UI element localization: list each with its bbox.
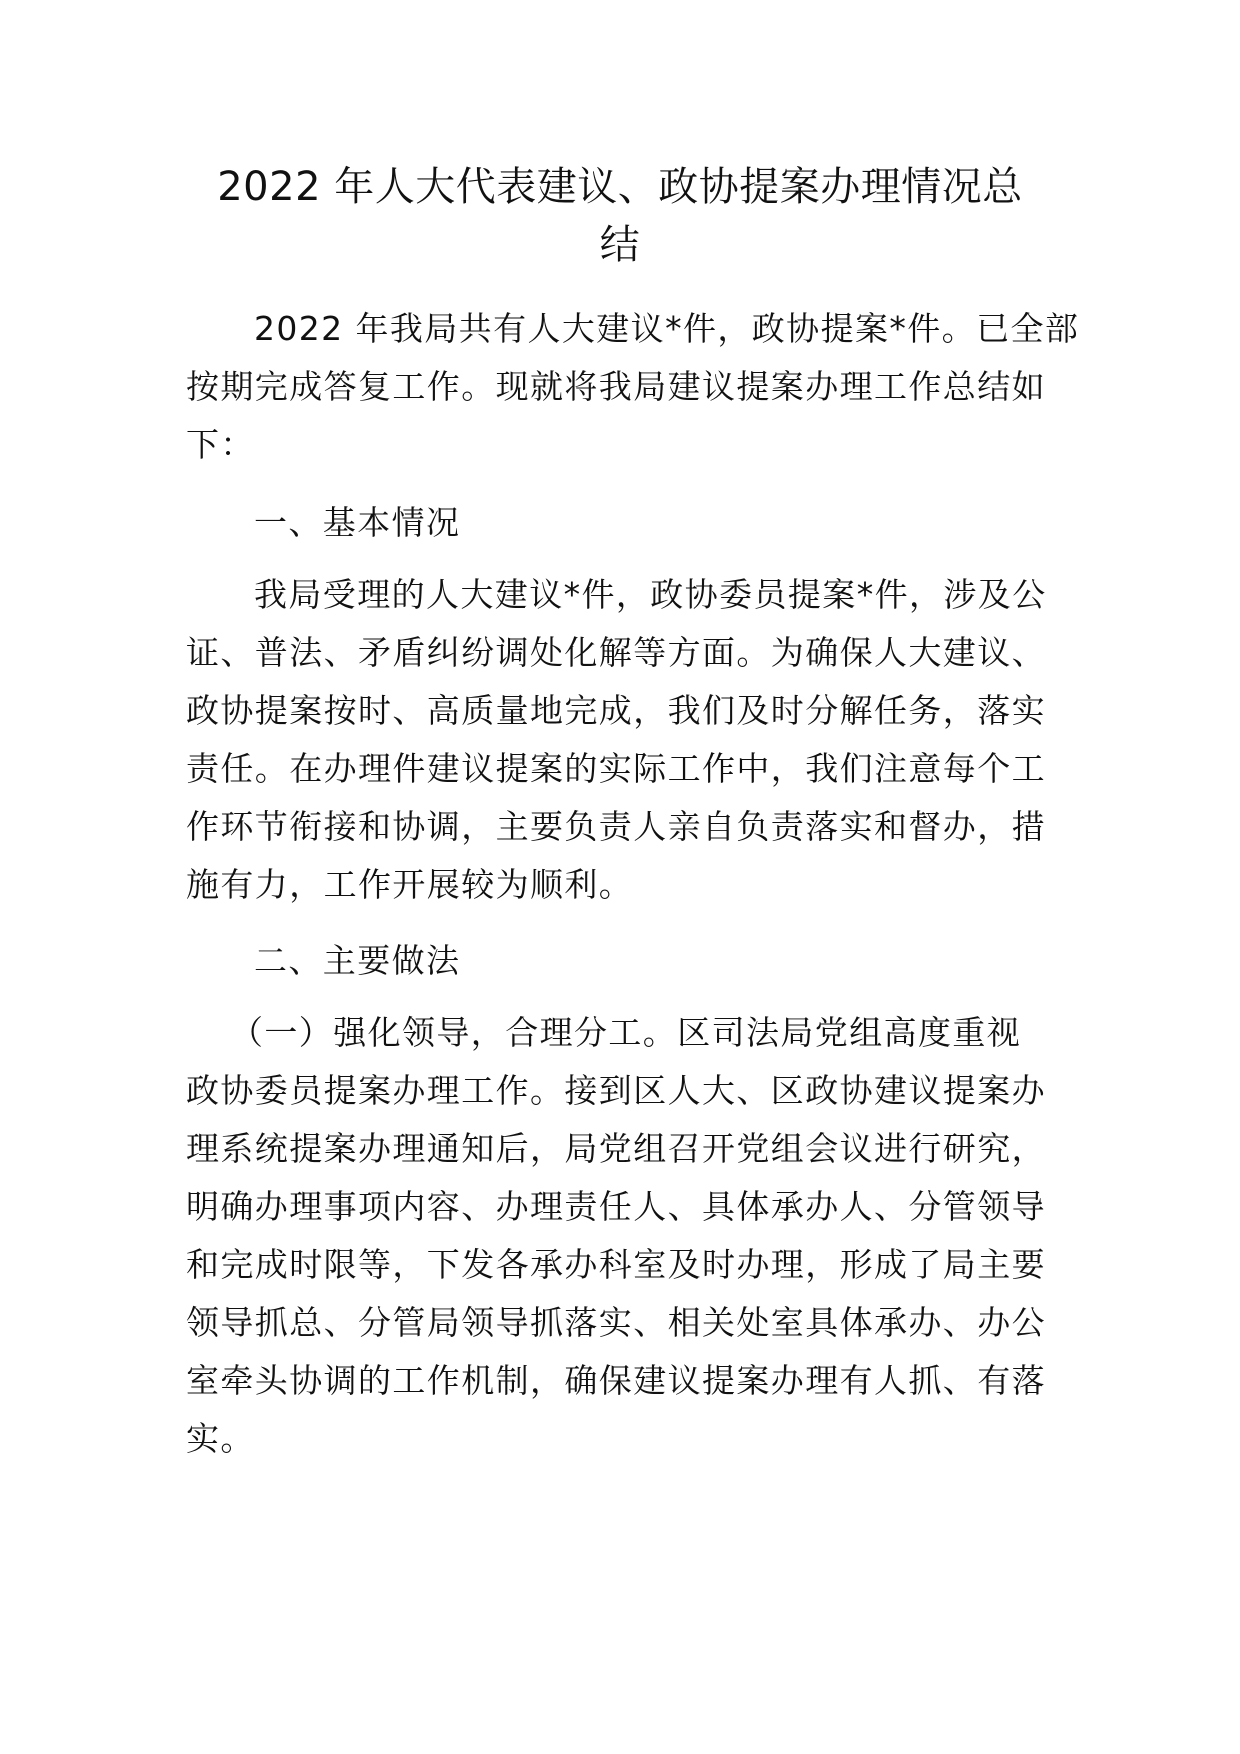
title-line: 结 [599,222,641,268]
paragraph-line: 证、普法、矛盾纠纷调处化解等方面。为确保人大建议、 [186,633,1046,672]
document-title [160,158,1080,274]
paragraph-line: 我局受理的人大建议*件，政协委员提案*件，涉及公 [254,575,1047,614]
paragraph-line: 责任。在办理件建议提案的实际工作中，我们注意每个工 [186,749,1046,788]
section1-paragraph [186,566,1052,914]
paragraph-line: 实。 [186,1419,255,1458]
paragraph-line: 领导抓总、分管局领导抓落实、相关处室具体承办、办公 [186,1303,1046,1342]
paragraph-line: 2022 年我局共有人大建议*件，政协提案*件。已全部 [254,309,1080,348]
intro-paragraph [186,300,1080,474]
paragraph-line: 施有力，工作开展较为顺利。 [186,865,634,904]
title-line: 2022 年人大代表建议、政协提案办理情况总 [217,164,1023,210]
paragraph-line: 明确办理事项内容、办理责任人、具体承办人、分管领导 [186,1187,1046,1226]
paragraph-line: 理系统提案办理通知后，局党组召开党组会议进行研究， [186,1129,1046,1168]
paragraph-line: 作环节衔接和协调，主要负责人亲自负责落实和督办，措 [186,807,1046,846]
paragraph-line: 下： [186,425,255,464]
section-heading [186,932,1052,990]
paragraph-line: 和完成时限等，下发各承办科室及时办理，形成了局主要 [186,1245,1046,1284]
section2-heading: 二、主要做法 [254,941,461,980]
paragraph-line: 政协委员提案办理工作。接到区人大、区政协建议提案办 [186,1071,1046,1110]
section2-paragraph [186,1004,1052,1468]
paragraph-line: 按期完成答复工作。现就将我局建议提案办理工作总结如 [186,367,1046,406]
section1-heading: 一、基本情况 [254,503,461,542]
paragraph-line: （一）强化领导，合理分工。区司法局党组高度重视 [230,1013,1022,1052]
paragraph-line: 室牵头协调的工作机制，确保建议提案办理有人抓、有落 [186,1361,1046,1400]
paragraph-line: 政协提案按时、高质量地完成，我们及时分解任务，落实 [186,691,1046,730]
section-heading [186,494,1052,552]
